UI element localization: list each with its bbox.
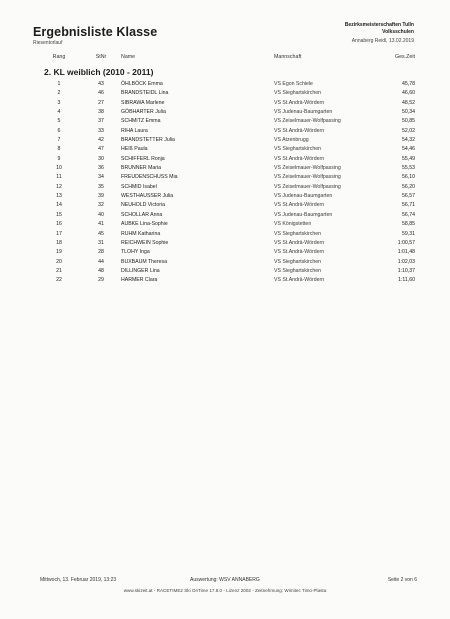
cell-rang: 7 (57, 137, 61, 144)
cell-name: TLOHY Inga (121, 249, 150, 256)
cell-team: VS St.Andrä-Wördern (274, 239, 325, 246)
cell-time: 55,53 (402, 165, 415, 172)
cell-time: 56,57 (402, 193, 415, 200)
cell-name: REICHWEIN Sophie (121, 239, 169, 246)
category-heading: 2. KL weiblich (2010 - 2011) (44, 67, 154, 77)
cell-name: BUXBAUM Theresa (121, 258, 168, 265)
cell-stnr: 33 (98, 127, 104, 134)
table-row (0, 239, 450, 248)
cell-team: VS Atzenbrugg (274, 137, 309, 144)
race-discipline: Riesentorlauf (33, 40, 63, 46)
cell-rang: 17 (56, 230, 62, 237)
table-row (0, 173, 450, 182)
page-title: Ergebnisliste Klasse (33, 25, 158, 39)
table-header (0, 54, 450, 63)
table-row (0, 248, 450, 257)
cell-time: 46,60 (402, 90, 415, 97)
cell-time: 1:10,37 (397, 267, 415, 274)
cell-time: 54,32 (402, 137, 415, 144)
cell-time: 1:01,48 (397, 249, 415, 256)
cell-name: FREUDENSCHUSS Mia (121, 174, 178, 181)
cell-name: SCHOLLAR Anna (121, 211, 163, 218)
cell-time: 56,71 (402, 202, 415, 209)
cell-time: 1:00,57 (397, 239, 415, 246)
cell-team: VS Zeiselmauer-Wolfpassing (274, 174, 341, 181)
table-row (0, 183, 450, 192)
cell-rang: 5 (57, 118, 61, 125)
cell-stnr: 30 (98, 155, 104, 162)
cell-team: VS St.Andrä-Wördern (274, 155, 325, 162)
cell-time: 58,85 (402, 221, 415, 228)
cell-stnr: 38 (98, 109, 104, 116)
cell-rang: 8 (57, 146, 61, 153)
cell-name: SCHIFFERL Ronja (121, 155, 165, 162)
cell-stnr: 45 (98, 230, 104, 237)
cell-name: SCHMID Isabel (121, 183, 157, 190)
table-row (0, 136, 450, 145)
column-header-name: Name (121, 54, 136, 60)
cell-time: 50,34 (402, 109, 415, 116)
cell-stnr: 31 (98, 239, 104, 246)
cell-stnr: 37 (98, 118, 104, 125)
cell-stnr: 46 (98, 90, 104, 97)
cell-team: VS Zeiselmauer-Wolfpassing (274, 183, 341, 190)
cell-rang: 20 (56, 258, 62, 265)
cell-name: DILLINGER Lina (121, 267, 160, 274)
cell-name: RIHA Laura (121, 127, 148, 134)
cell-rang: 13 (56, 193, 62, 200)
cell-rang: 15 (56, 211, 62, 218)
cell-team: VS Sieghartskirchen (274, 90, 321, 97)
cell-name: RUHM Katharina (121, 230, 161, 237)
table-row (0, 211, 450, 220)
cell-team: VS Egon Schiele (274, 81, 313, 87)
table-row (0, 258, 450, 267)
cell-team: VS Judenau-Baumgarten (274, 193, 333, 200)
table-row (0, 220, 450, 229)
cell-rang: 16 (56, 221, 62, 228)
cell-rang: 1 (57, 81, 61, 87)
table-row (0, 108, 450, 117)
table-row (0, 276, 450, 285)
cell-rang: 3 (57, 99, 61, 106)
cell-time: 50,85 (402, 118, 415, 125)
footer-evaluation: Auswertung: WSV ANNABERG (190, 577, 260, 583)
cell-name: HARMER Clara (121, 277, 158, 284)
table-row (0, 230, 450, 239)
cell-stnr: 43 (98, 81, 104, 87)
cell-name: BRUNNER Maria (121, 165, 162, 172)
table-row (0, 201, 450, 210)
cell-stnr: 40 (98, 211, 104, 218)
cell-time: 54,46 (402, 146, 415, 153)
cell-team: VS Zeiselmauer-Wolfpassing (274, 118, 341, 125)
cell-team: VS Sieghartskirchen (274, 267, 321, 274)
cell-team: VS St.Andrä-Wördern (274, 202, 325, 209)
table-row (0, 117, 450, 126)
table-row (0, 80, 450, 89)
table-row (0, 99, 450, 108)
cell-team: VS St.Andrä-Wördern (274, 249, 325, 256)
cell-name: AUBKE Lina-Sophie (121, 221, 168, 228)
cell-name: SCHMITZ Emma (121, 118, 161, 125)
cell-time: 48,52 (402, 99, 415, 106)
cell-time: 52,02 (402, 127, 415, 134)
cell-name: GÖBHARTER Julia (121, 109, 166, 116)
cell-rang: 14 (56, 202, 62, 209)
table-row (0, 89, 450, 98)
cell-time: 45,78 (402, 81, 415, 87)
column-header-rang: Rang (52, 54, 66, 60)
cell-time: 1:02,03 (397, 258, 415, 265)
cell-team: VS St.Andrä-Wördern (274, 277, 325, 284)
cell-team: VS Sieghartskirchen (274, 146, 321, 153)
organizer-line-2: Volksschulen (382, 29, 414, 35)
cell-stnr: 42 (98, 137, 104, 144)
cell-team: VS Königstetten (274, 221, 312, 228)
cell-time: 55,49 (402, 155, 415, 162)
cell-name: BRANDSTETTER Julia (121, 137, 175, 144)
cell-name: ÖHLBÖCK Emma (121, 81, 163, 87)
footer-page: Seite 2 von 6 (387, 577, 417, 583)
table-row (0, 192, 450, 201)
table-row (0, 164, 450, 173)
cell-time: 1:11,60 (398, 277, 415, 284)
place-date: Annaberg Reidl, 13.02.2019 (351, 38, 414, 44)
cell-stnr: 27 (98, 99, 104, 106)
cell-name: SIBRAWA Marlene (121, 99, 165, 106)
cell-name: HEIß Paula (121, 146, 148, 153)
table-row (0, 155, 450, 164)
cell-stnr: 32 (98, 202, 104, 209)
column-header-time: Ges.Zeit (394, 54, 415, 60)
footer-datetime: Mittwoch, 13. Februar 2019, 13:23 (40, 577, 117, 583)
footer-software: www.skizeit.at - RACETIME2 Ski OnTime 17.8.0 - Lizenz 2002 - Zeitnehmung: Wimitec Timo-Plasta (123, 588, 327, 593)
cell-rang: 19 (56, 249, 62, 256)
cell-stnr: 41 (98, 221, 104, 228)
cell-rang: 6 (57, 127, 61, 134)
cell-stnr: 28 (98, 249, 104, 256)
table-row (0, 267, 450, 276)
organizer-line-1: Bezirksmeisterschaften Tulln (344, 22, 414, 28)
organizer-block (274, 22, 414, 36)
cell-team: VS Zeiselmauer-Wolfpassing (274, 165, 341, 172)
results-table (0, 80, 450, 286)
cell-stnr: 36 (98, 165, 104, 172)
cell-stnr: 29 (98, 277, 104, 284)
cell-time: 59,31 (402, 230, 415, 237)
cell-time: 56,74 (402, 211, 415, 218)
cell-time: 56,20 (402, 183, 415, 190)
cell-rang: 11 (56, 174, 62, 181)
cell-rang: 10 (56, 165, 62, 172)
cell-time: 56,10 (402, 174, 415, 181)
cell-rang: 9 (57, 155, 61, 162)
cell-stnr: 48 (98, 267, 104, 274)
column-header-team: Mannschaft (274, 54, 302, 60)
table-row (0, 145, 450, 154)
cell-name: NEUHOLD Victoria (121, 202, 166, 209)
cell-stnr: 44 (98, 258, 104, 265)
cell-name: WESTHAUSSER Julia (121, 193, 174, 200)
cell-rang: 2 (57, 90, 61, 97)
cell-stnr: 47 (98, 146, 104, 153)
cell-rang: 22 (56, 277, 62, 284)
cell-team: VS St.Andrä-Wördern (274, 127, 325, 134)
cell-team: VS Judenau-Baumgarten (274, 211, 333, 218)
cell-name: BRANDSTEIDL Lina (121, 90, 169, 97)
cell-team: VS St.Andrä-Wördern (274, 99, 325, 106)
cell-stnr: 34 (98, 174, 104, 181)
table-row (0, 127, 450, 136)
cell-stnr: 39 (98, 193, 104, 200)
cell-rang: 12 (56, 183, 62, 190)
cell-rang: 21 (56, 267, 62, 274)
cell-rang: 4 (57, 109, 61, 116)
cell-team: VS Judenau-Baumgarten (274, 109, 333, 116)
cell-stnr: 35 (98, 183, 104, 190)
cell-team: VS Sieghartskirchen (274, 258, 321, 265)
cell-rang: 18 (56, 239, 62, 246)
column-header-stnr: StNr (95, 54, 107, 60)
cell-team: VS Sieghartskirchen (274, 230, 321, 237)
